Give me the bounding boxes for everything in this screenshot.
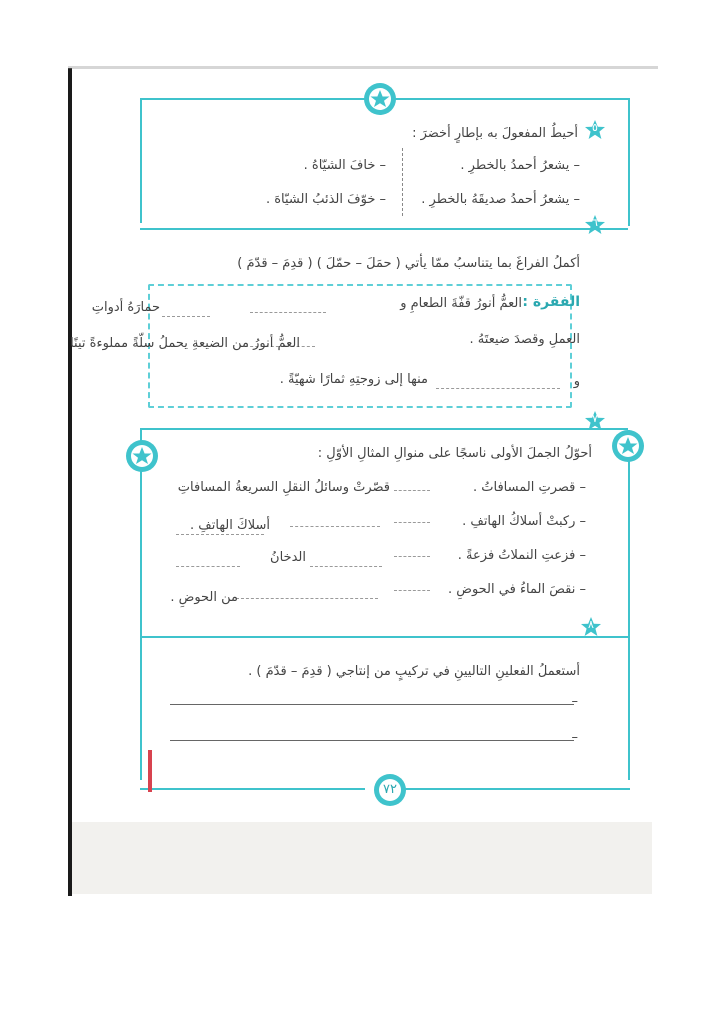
blank-line	[162, 316, 210, 317]
arrow-dash	[394, 490, 430, 491]
answer-line	[170, 704, 574, 705]
ex2-badge: ٦	[592, 216, 598, 229]
ex3-target: أسلاكَ الهاتفِ .	[190, 518, 270, 533]
frame-right-lower	[628, 430, 630, 780]
paragraph-line: منها إلى زوجتِهِ ثمارًا شهيّةً .	[279, 372, 428, 387]
ex1-item: – يشعرُ أحمدُ بالخطرِ .	[460, 158, 580, 173]
star-emblem-right-icon	[610, 428, 646, 464]
frame-bottom-right	[405, 788, 630, 790]
ex3-source: – نقصَ الماءُ في الحوضِ .	[447, 582, 586, 597]
frame-top-left	[140, 98, 365, 100]
ex4-instruction: أستعملُ الفعلينِ التاليينِ في تركيبٍ من إنتاجي ( قدِمَ – قدّمَ ) .	[248, 664, 580, 679]
frame-top-right	[395, 98, 630, 100]
ex1-instruction: أحيطُ المفعولَ به بإطارٍ أخضرَ :	[412, 126, 578, 141]
ex2-bottom-border	[140, 428, 628, 430]
ex3-source: – فزعتِ النملاتُ فزعةً .	[457, 548, 586, 563]
ex2-instruction: أكملُ الفراغَ بما يتناسبُ ممّا يأتي ( حمَلَ – حمّلَ ) ( قدِمَ – قدّمَ )	[237, 256, 580, 271]
frame-left-lower	[140, 430, 142, 780]
arrow-dash	[394, 590, 430, 591]
ex1-separator	[402, 148, 403, 216]
arrow-dash	[394, 522, 430, 523]
ex3-bottom-border	[140, 636, 630, 638]
ex1-bottom-border	[140, 228, 628, 230]
paragraph-label: الفقرة :	[522, 294, 580, 310]
blank-line	[250, 312, 326, 313]
arrow-dash	[394, 556, 430, 557]
ex1-item: – خوّفَ الذئبُ الشيّاهَ .	[265, 192, 386, 207]
blank-line	[236, 598, 378, 599]
page-number: ٧٢	[383, 782, 397, 797]
blank-line	[176, 534, 264, 535]
ex4-bullet: –	[571, 694, 578, 709]
blank-line	[310, 566, 382, 567]
blank-line	[290, 526, 380, 527]
ex3-instruction: أحوّلُ الجملَ الأولى ناسجًا على منوالِ المثالِ الأوّلِ :	[317, 446, 592, 461]
ex4-bullet: –	[571, 730, 578, 745]
ex1-item: – خافَ الشيّاهُ .	[303, 158, 386, 173]
scan-left-edge	[68, 68, 72, 896]
blank-line	[176, 566, 240, 567]
paragraph-line: العمُّ أنورُ من الضيعةِ يحملُ سلّةً مملوءةً تينًا	[70, 336, 300, 351]
ex4-badge: ٨	[588, 618, 594, 631]
ex3-source: – قصرتِ المسافاتُ .	[473, 480, 586, 495]
paragraph-line: العملِ وقصدَ ضيعتَهُ .	[469, 332, 580, 347]
star-emblem-left-icon	[124, 438, 160, 474]
frame-bottom-left	[140, 788, 365, 790]
scan-shadow	[72, 822, 652, 894]
frame-left-upper	[140, 98, 142, 223]
frame-right-upper	[628, 98, 630, 226]
ex3-target: الدخانُ	[270, 550, 306, 565]
paragraph-line: و	[573, 374, 580, 389]
scan-top-edge	[68, 66, 658, 69]
paragraph-line: حمارَهُ أدواتِ	[91, 300, 160, 315]
ex3-target: قصّرتْ وسائلُ النقلِ السريعةُ المسافاتِ	[177, 480, 390, 495]
ex3-target: من الحوضِ .	[170, 590, 238, 605]
ex1-item: – يشعرُ أحمدُ صديقَهُ بالخطرِ .	[421, 192, 580, 207]
star-emblem-top-icon	[362, 81, 398, 117]
answer-line	[170, 740, 574, 741]
blank-line	[436, 388, 560, 389]
ex3-source: – ركبتْ أسلاكُ الهاتفِ .	[462, 514, 586, 529]
ex3-badge: ٧	[592, 412, 598, 425]
red-margin-mark	[148, 750, 152, 792]
paragraph-line: العمُّ أنورُ قفّةَ الطعامِ و	[400, 296, 522, 311]
ex1-badge: ٥	[592, 121, 598, 134]
